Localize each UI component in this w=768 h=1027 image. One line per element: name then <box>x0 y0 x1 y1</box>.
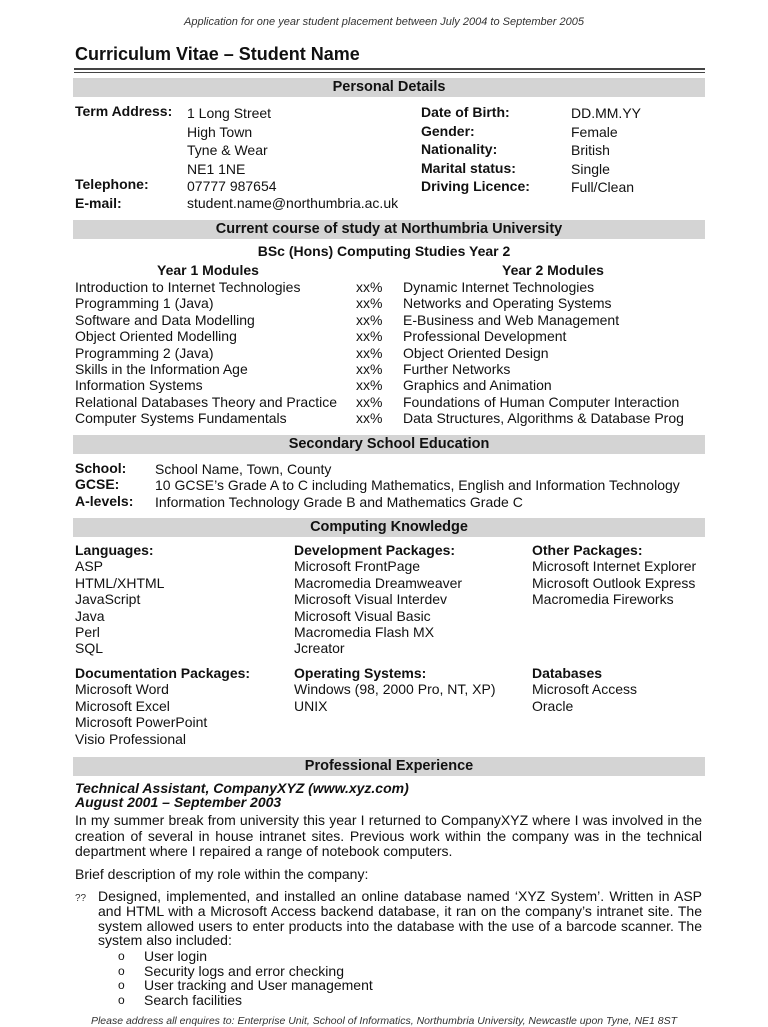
alevels-value: Information Technology Grade B and Mathematics Grade C <box>155 493 523 510</box>
year1-heading: Year 1 Modules <box>157 262 259 278</box>
grade-value: xx% <box>356 344 383 361</box>
grade-value: xx% <box>356 279 383 295</box>
list-item: JavaScript <box>75 591 141 608</box>
marital-value: Single <box>571 160 610 177</box>
list-item: Macromedia Fireworks <box>532 591 674 608</box>
list-item: Microsoft Outlook Express <box>532 574 696 591</box>
section-heading-course: Current course of study at Northumbria University <box>73 220 705 239</box>
year2-module-list <box>403 279 684 427</box>
list-item: E-Business and Web Management <box>403 311 620 328</box>
list-item: Microsoft Internet Explorer <box>532 558 697 575</box>
doc-packages-heading: Documentation Packages: <box>75 665 251 681</box>
list-item: Macromedia Dreamweaver <box>294 574 463 591</box>
languages-list <box>75 542 164 657</box>
list-item: Search facilities <box>144 991 243 1008</box>
list-item: Perl <box>75 624 100 641</box>
address-line: High Town <box>187 123 253 140</box>
page-title: Curriculum Vitae – Student Name <box>75 44 360 64</box>
list-item: UNIX <box>294 697 328 714</box>
grade-list <box>356 279 382 427</box>
grade-value: xx% <box>356 311 383 328</box>
telephone-value: 07777 987654 <box>187 178 277 194</box>
list-item: SQL <box>75 640 104 657</box>
school-label: School: <box>75 460 127 476</box>
grade-value: xx% <box>356 377 383 394</box>
experience-paragraph: In my summer break from university this year I returned to CompanyXYZ where I was involved in the creation of several in house intranet sites. Previous work within the company was in the technical department where I repaired a range of notebook computers. <box>75 812 702 859</box>
gcse-value: 10 GCSE’s Grade A to C including Mathematics, English and Information Technology <box>155 477 680 494</box>
job-title: Technical Assistant, CompanyXYZ (www.xyz.com) <box>75 780 409 796</box>
list-item: Microsoft Excel <box>75 697 170 714</box>
list-item: Professional Development <box>403 328 567 345</box>
list-item: Computer Systems Fundamentals <box>75 410 287 427</box>
list-item: Data Structures, Algorithms & Database Prog <box>403 410 684 427</box>
bullet-marker: ?? <box>75 893 87 904</box>
nationality-value: British <box>571 142 610 158</box>
list-item: Jcreator <box>294 640 345 657</box>
os-heading: Operating Systems: <box>294 665 427 681</box>
grade-value: xx% <box>356 295 383 312</box>
year2-heading: Year 2 Modules <box>502 262 604 278</box>
list-item: Visio Professional <box>75 730 187 747</box>
other-packages-list <box>532 542 696 608</box>
list-item: Microsoft PowerPoint <box>75 714 208 731</box>
list-item: Security logs and error checking <box>144 962 344 979</box>
list-item: User login <box>144 948 208 964</box>
list-item: Further Networks <box>403 361 511 378</box>
bullet-text: Designed, implemented, and installed an online database named ‘XYZ System’. Written in ASP and HTML with a Microsoft Access backend database, it ran on the company’s intranet site. The system allowed users to enter products into the database with the use of a barcode scanner. The system also included: <box>98 888 702 949</box>
doc-packages-list <box>75 665 250 747</box>
list-item: Windows (98, 2000 Pro, NT, XP) <box>294 681 496 698</box>
dob-value: DD.MM.YY <box>571 105 641 121</box>
personal-right-values <box>571 104 641 197</box>
term-address-label: Term Address: <box>75 103 173 119</box>
list-item: Networks and Operating Systems <box>403 295 612 312</box>
list-item: ASP <box>75 558 104 575</box>
list-item: Programming 2 (Java) <box>75 344 214 361</box>
job-dates: August 2001 – September 2003 <box>75 794 282 810</box>
databases-list <box>532 665 637 714</box>
list-item: Graphics and Animation <box>403 377 552 394</box>
secondary-values <box>155 461 680 510</box>
address-line: 1 Long Street <box>187 105 272 121</box>
other-packages-heading: Other Packages: <box>532 542 643 558</box>
telephone-label: Telephone: <box>75 176 149 192</box>
list-item: Dynamic Internet Technologies <box>403 279 595 295</box>
year1-module-list <box>75 279 337 427</box>
list-item: Programming 1 (Java) <box>75 295 214 312</box>
list-item: Oracle <box>532 697 574 714</box>
os-list <box>294 665 496 714</box>
sub-bullet-marker: o <box>118 963 125 978</box>
sub-bullet-marker: o <box>118 992 125 1007</box>
address-line: NE1 1NE <box>187 160 246 177</box>
list-item: Object Oriented Design <box>403 344 549 361</box>
licence-label: Driving Licence: <box>421 178 530 194</box>
list-item: Microsoft Visual Basic <box>294 607 431 624</box>
secondary-labels <box>75 460 133 509</box>
gender-label: Gender: <box>421 122 475 139</box>
list-item: HTML/XHTML <box>75 574 165 591</box>
header-note: Application for one year student placement between July 2004 to September 2005 <box>184 16 584 28</box>
list-item: Microsoft Access <box>532 681 638 698</box>
licence-value: Full/Clean <box>571 179 635 195</box>
languages-heading: Languages: <box>75 542 154 558</box>
list-item: Object Oriented Modelling <box>75 328 237 345</box>
footer-note: Please address all enquires to: Enterprise Unit, School of Informatics, Northumbria University, Newcastle upon Tyne, NE1 8ST <box>90 1015 678 1027</box>
databases-heading: Databases <box>532 665 603 681</box>
grade-value: xx% <box>356 328 383 345</box>
grade-value: xx% <box>356 361 383 378</box>
list-item: Skills in the Information Age <box>75 361 248 378</box>
dev-packages-heading: Development Packages: <box>294 542 456 558</box>
school-value: School Name, Town, County <box>155 461 332 477</box>
title-rule <box>74 68 705 70</box>
sub-bullet-marker: o <box>118 978 125 993</box>
address-line: Tyne & Wear <box>187 142 268 158</box>
title-rule-thin <box>74 72 705 73</box>
dob-label: Date of Birth: <box>421 104 510 120</box>
list-item: Macromedia Flash MX <box>294 624 435 641</box>
list-item: Introduction to Internet Technologies <box>75 279 301 295</box>
address-block <box>187 104 271 178</box>
email-label: E-mail: <box>75 195 122 211</box>
section-heading-secondary: Secondary School Education <box>73 435 705 454</box>
section-heading-experience: Professional Experience <box>73 757 705 776</box>
list-item: Information Systems <box>75 377 203 394</box>
list-item: Software and Data Modelling <box>75 311 255 328</box>
list-item: Microsoft FrontPage <box>294 558 421 575</box>
brief-description-label: Brief description of my role within the company: <box>75 866 369 882</box>
personal-right-labels <box>421 103 530 196</box>
section-heading-computing: Computing Knowledge <box>73 518 705 537</box>
list-item: Java <box>75 607 105 624</box>
course-subheading: BSc (Hons) Computing Studies Year 2 <box>257 243 511 259</box>
alevels-label: A-levels: <box>75 492 134 509</box>
section-heading-personal: Personal Details <box>73 78 705 97</box>
email-value[interactable]: student.name@northumbria.ac.uk <box>187 195 399 211</box>
gender-value: Female <box>571 123 618 140</box>
sub-bullet-marker: o <box>118 949 125 963</box>
sub-markers <box>118 949 125 1007</box>
job-header <box>75 781 409 809</box>
list-item: Relational Databases Theory and Practice <box>75 393 338 410</box>
nationality-label: Nationality: <box>421 141 498 157</box>
list-item: Microsoft Word <box>75 681 169 698</box>
grade-value: xx% <box>356 393 383 410</box>
grade-value: xx% <box>356 410 383 427</box>
list-item: Foundations of Human Computer Interaction <box>403 393 680 410</box>
gcse-label: GCSE: <box>75 476 120 493</box>
marital-label: Marital status: <box>421 159 516 176</box>
sub-items-list <box>144 949 373 1007</box>
list-item: User tracking and User management <box>144 977 373 994</box>
list-item: Microsoft Visual Interdev <box>294 591 448 608</box>
dev-packages-list <box>294 542 462 657</box>
